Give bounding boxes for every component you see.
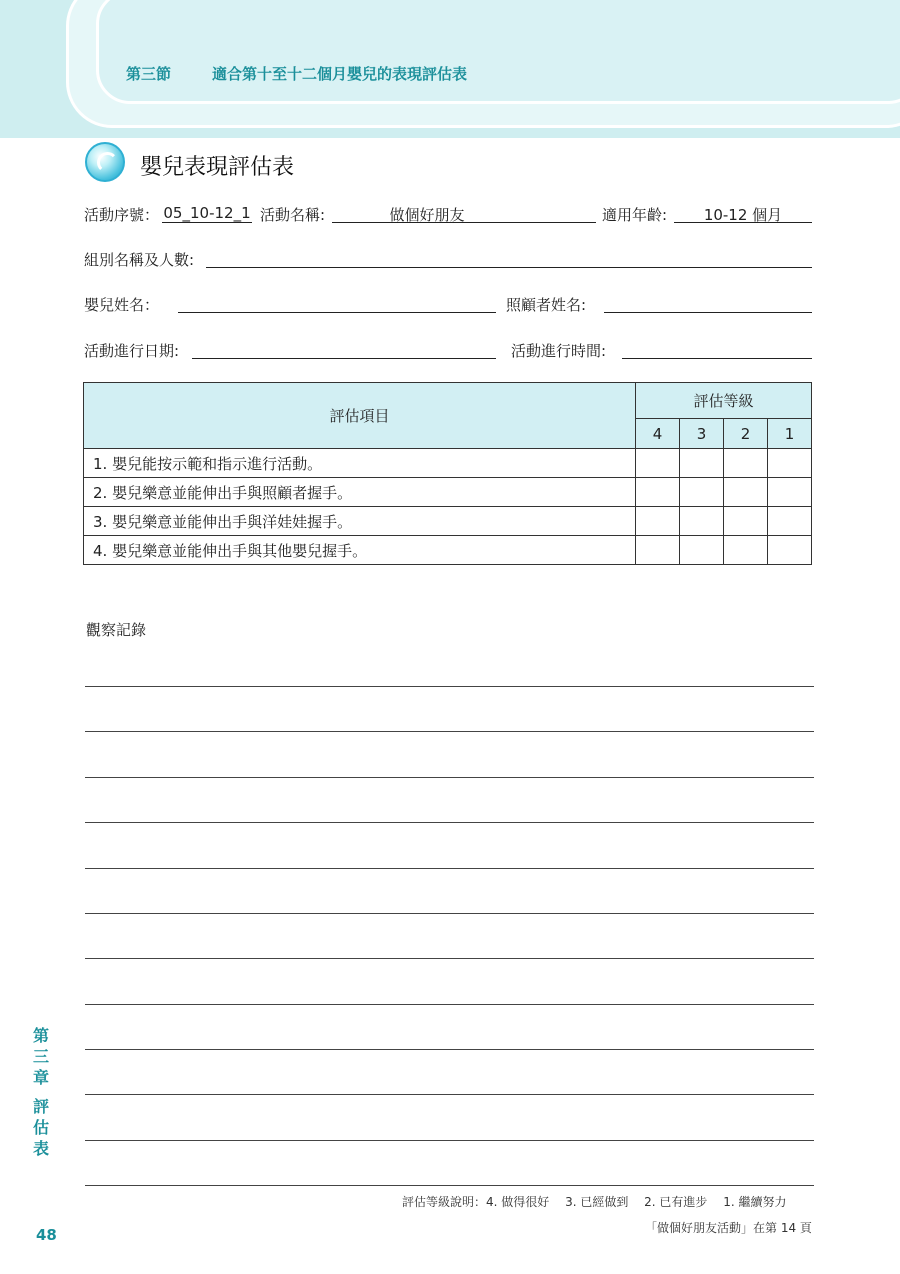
grade-header: 評估等級	[636, 383, 812, 419]
observation-line[interactable]	[85, 1140, 814, 1141]
page-reference: 「做個好朋友活動」在第 14 頁	[645, 1221, 812, 1235]
sidebar-chapter: 第三章	[32, 1026, 49, 1087]
grade-checkbox[interactable]	[680, 507, 724, 536]
age-label: 適用年齡:	[602, 206, 668, 224]
activity-no-label: 活動序號：	[84, 206, 160, 224]
grade-checkbox[interactable]	[680, 449, 724, 478]
item-text: 2. 嬰兒樂意並能伸出手與照顧者握手。	[84, 478, 636, 507]
sidebar-topic: 評估表	[32, 1097, 49, 1158]
observation-line[interactable]	[85, 868, 814, 869]
grade-checkbox[interactable]	[768, 449, 812, 478]
time-label: 活動進行時間:	[511, 342, 607, 360]
item-text: 4. 嬰兒樂意並能伸出手與其他嬰兒握手。	[84, 536, 636, 565]
grade-3-header: 3	[680, 419, 724, 449]
page-title: 嬰兒表現評估表	[140, 155, 295, 180]
grade-legend: 評估等級說明：4. 做得很好 3. 已經做到 2. 已有進步 1. 繼續努力	[402, 1195, 787, 1209]
table-row	[84, 478, 812, 507]
grade-checkbox[interactable]	[724, 507, 768, 536]
infant-name-label: 嬰兒姓名：	[84, 296, 160, 314]
bubble-icon	[85, 142, 125, 182]
grade-1-header: 1	[768, 419, 812, 449]
header-inner	[96, 0, 900, 104]
activity-name-label: 活動名稱:	[260, 206, 326, 224]
observation-line[interactable]	[85, 913, 814, 914]
grade-2-header: 2	[724, 419, 768, 449]
activity-no-line	[162, 222, 252, 223]
observation-line[interactable]	[85, 731, 814, 732]
grade-checkbox[interactable]	[724, 449, 768, 478]
table-row	[84, 536, 812, 565]
grade-checkbox[interactable]	[636, 449, 680, 478]
grade-checkbox[interactable]	[636, 536, 680, 565]
table-row	[84, 449, 812, 478]
grade-checkbox[interactable]	[680, 478, 724, 507]
observation-line[interactable]	[85, 1185, 814, 1186]
infant-name-field[interactable]	[178, 312, 496, 313]
date-label: 活動進行日期:	[84, 342, 180, 360]
grade-checkbox[interactable]	[768, 478, 812, 507]
activity-no-value: 05_10-12_1	[163, 204, 251, 222]
observation-line[interactable]	[85, 958, 814, 959]
section-title: 適合第十至十二個月嬰兒的表現評估表	[212, 65, 468, 83]
grade-checkbox[interactable]	[768, 507, 812, 536]
observation-line[interactable]	[85, 1094, 814, 1095]
item-header: 評估項目	[84, 383, 636, 449]
carer-name-label: 照顧者姓名:	[506, 296, 587, 314]
carer-name-field[interactable]	[604, 312, 812, 313]
grade-checkbox[interactable]	[636, 478, 680, 507]
grade-4-header: 4	[636, 419, 680, 449]
time-field[interactable]	[622, 358, 812, 359]
page-number: 48	[36, 1226, 57, 1244]
evaluation-table	[83, 382, 812, 565]
observation-label: 觀察記錄	[86, 621, 147, 639]
item-text: 3. 嬰兒樂意並能伸出手與洋娃娃握手。	[84, 507, 636, 536]
group-field[interactable]	[206, 267, 812, 268]
grade-checkbox[interactable]	[680, 536, 724, 565]
observation-line[interactable]	[85, 1049, 814, 1050]
section-label: 第三節	[126, 65, 172, 83]
grade-checkbox[interactable]	[724, 536, 768, 565]
date-field[interactable]	[192, 358, 496, 359]
observation-line[interactable]	[85, 777, 814, 778]
grade-checkbox[interactable]	[724, 478, 768, 507]
activity-name-value: 做個好朋友	[389, 206, 465, 224]
grade-checkbox[interactable]	[636, 507, 680, 536]
observation-line[interactable]	[85, 1004, 814, 1005]
group-label: 組別名稱及人數:	[84, 251, 195, 269]
age-value: 10-12 個月	[703, 206, 783, 224]
item-text: 1. 嬰兒能按示範和指示進行活動。	[84, 449, 636, 478]
observation-line[interactable]	[85, 686, 814, 687]
observation-line[interactable]	[85, 822, 814, 823]
grade-checkbox[interactable]	[768, 536, 812, 565]
table-row	[84, 507, 812, 536]
